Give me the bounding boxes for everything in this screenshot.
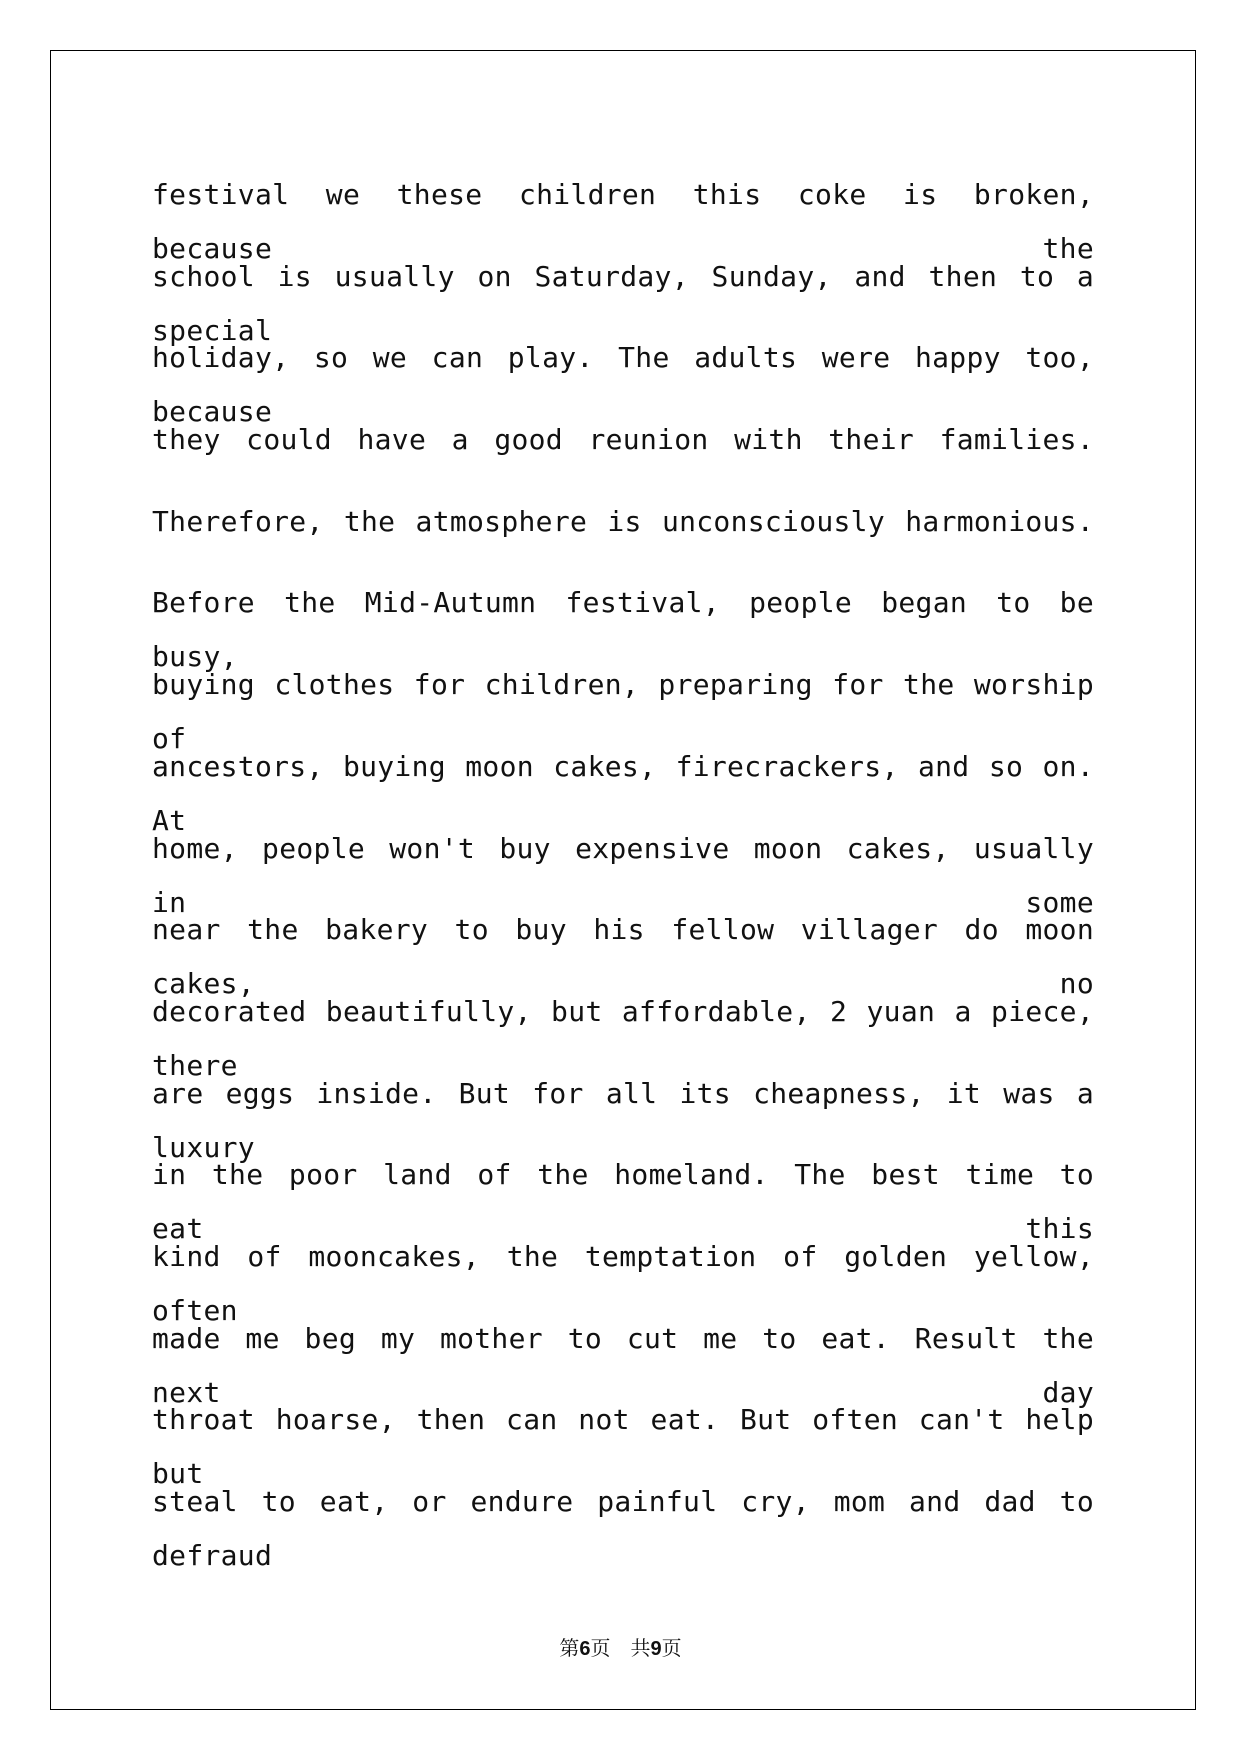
text-line: made me beg my mother to cut me to eat. Result the next day xyxy=(152,1321,1094,1409)
page-prefix: 第 xyxy=(559,1636,580,1660)
text-line: holiday, so we can play. The adults were happy too, because xyxy=(152,341,1094,429)
text-line: kind of mooncakes, the temptation of golden yellow, often xyxy=(152,1239,1094,1327)
page-footer xyxy=(0,1632,1241,1661)
text-line: Before the Mid-Autumn festival, people began to be busy, xyxy=(152,586,1094,674)
text-line: Therefore, the atmosphere is unconsciously harmonious. xyxy=(152,504,1094,538)
page-total: 9 xyxy=(650,1638,662,1660)
text-line: festival we these children this coke is broken, because the xyxy=(152,178,1094,265)
body-text xyxy=(152,168,1094,1572)
text-line: are eggs inside. But for all its cheapness, it was a luxury xyxy=(152,1076,1094,1164)
total-prefix: 共 xyxy=(630,1636,651,1660)
text-line: school is usually on Saturday, Sunday, and then to a special xyxy=(152,259,1094,347)
page-suffix: 页 xyxy=(590,1636,611,1660)
text-line: decorated beautifully, but affordable, 2 yuan a piece, there xyxy=(152,994,1094,1082)
text-line: throat hoarse, then can not eat. But often can't help but xyxy=(152,1403,1094,1491)
text-line: steal to eat, or endure painful cry, mom and dad to defraud xyxy=(152,1485,1094,1572)
text-line: home, people won't buy expensive moon cakes, usually in some xyxy=(152,831,1094,919)
page-current: 6 xyxy=(579,1638,591,1660)
text-line: buying clothes for children, preparing for the worship of xyxy=(152,668,1094,756)
text-line: they could have a good reunion with their families. xyxy=(152,423,1094,457)
text-line: in the poor land of the homeland. The best time to eat this xyxy=(152,1158,1094,1246)
text-line: ancestors, buying moon cakes, firecrackers, and so on. At xyxy=(152,749,1094,837)
text-line: near the bakery to buy his fellow villager do moon cakes, no xyxy=(152,913,1094,1001)
total-suffix: 页 xyxy=(661,1636,682,1660)
